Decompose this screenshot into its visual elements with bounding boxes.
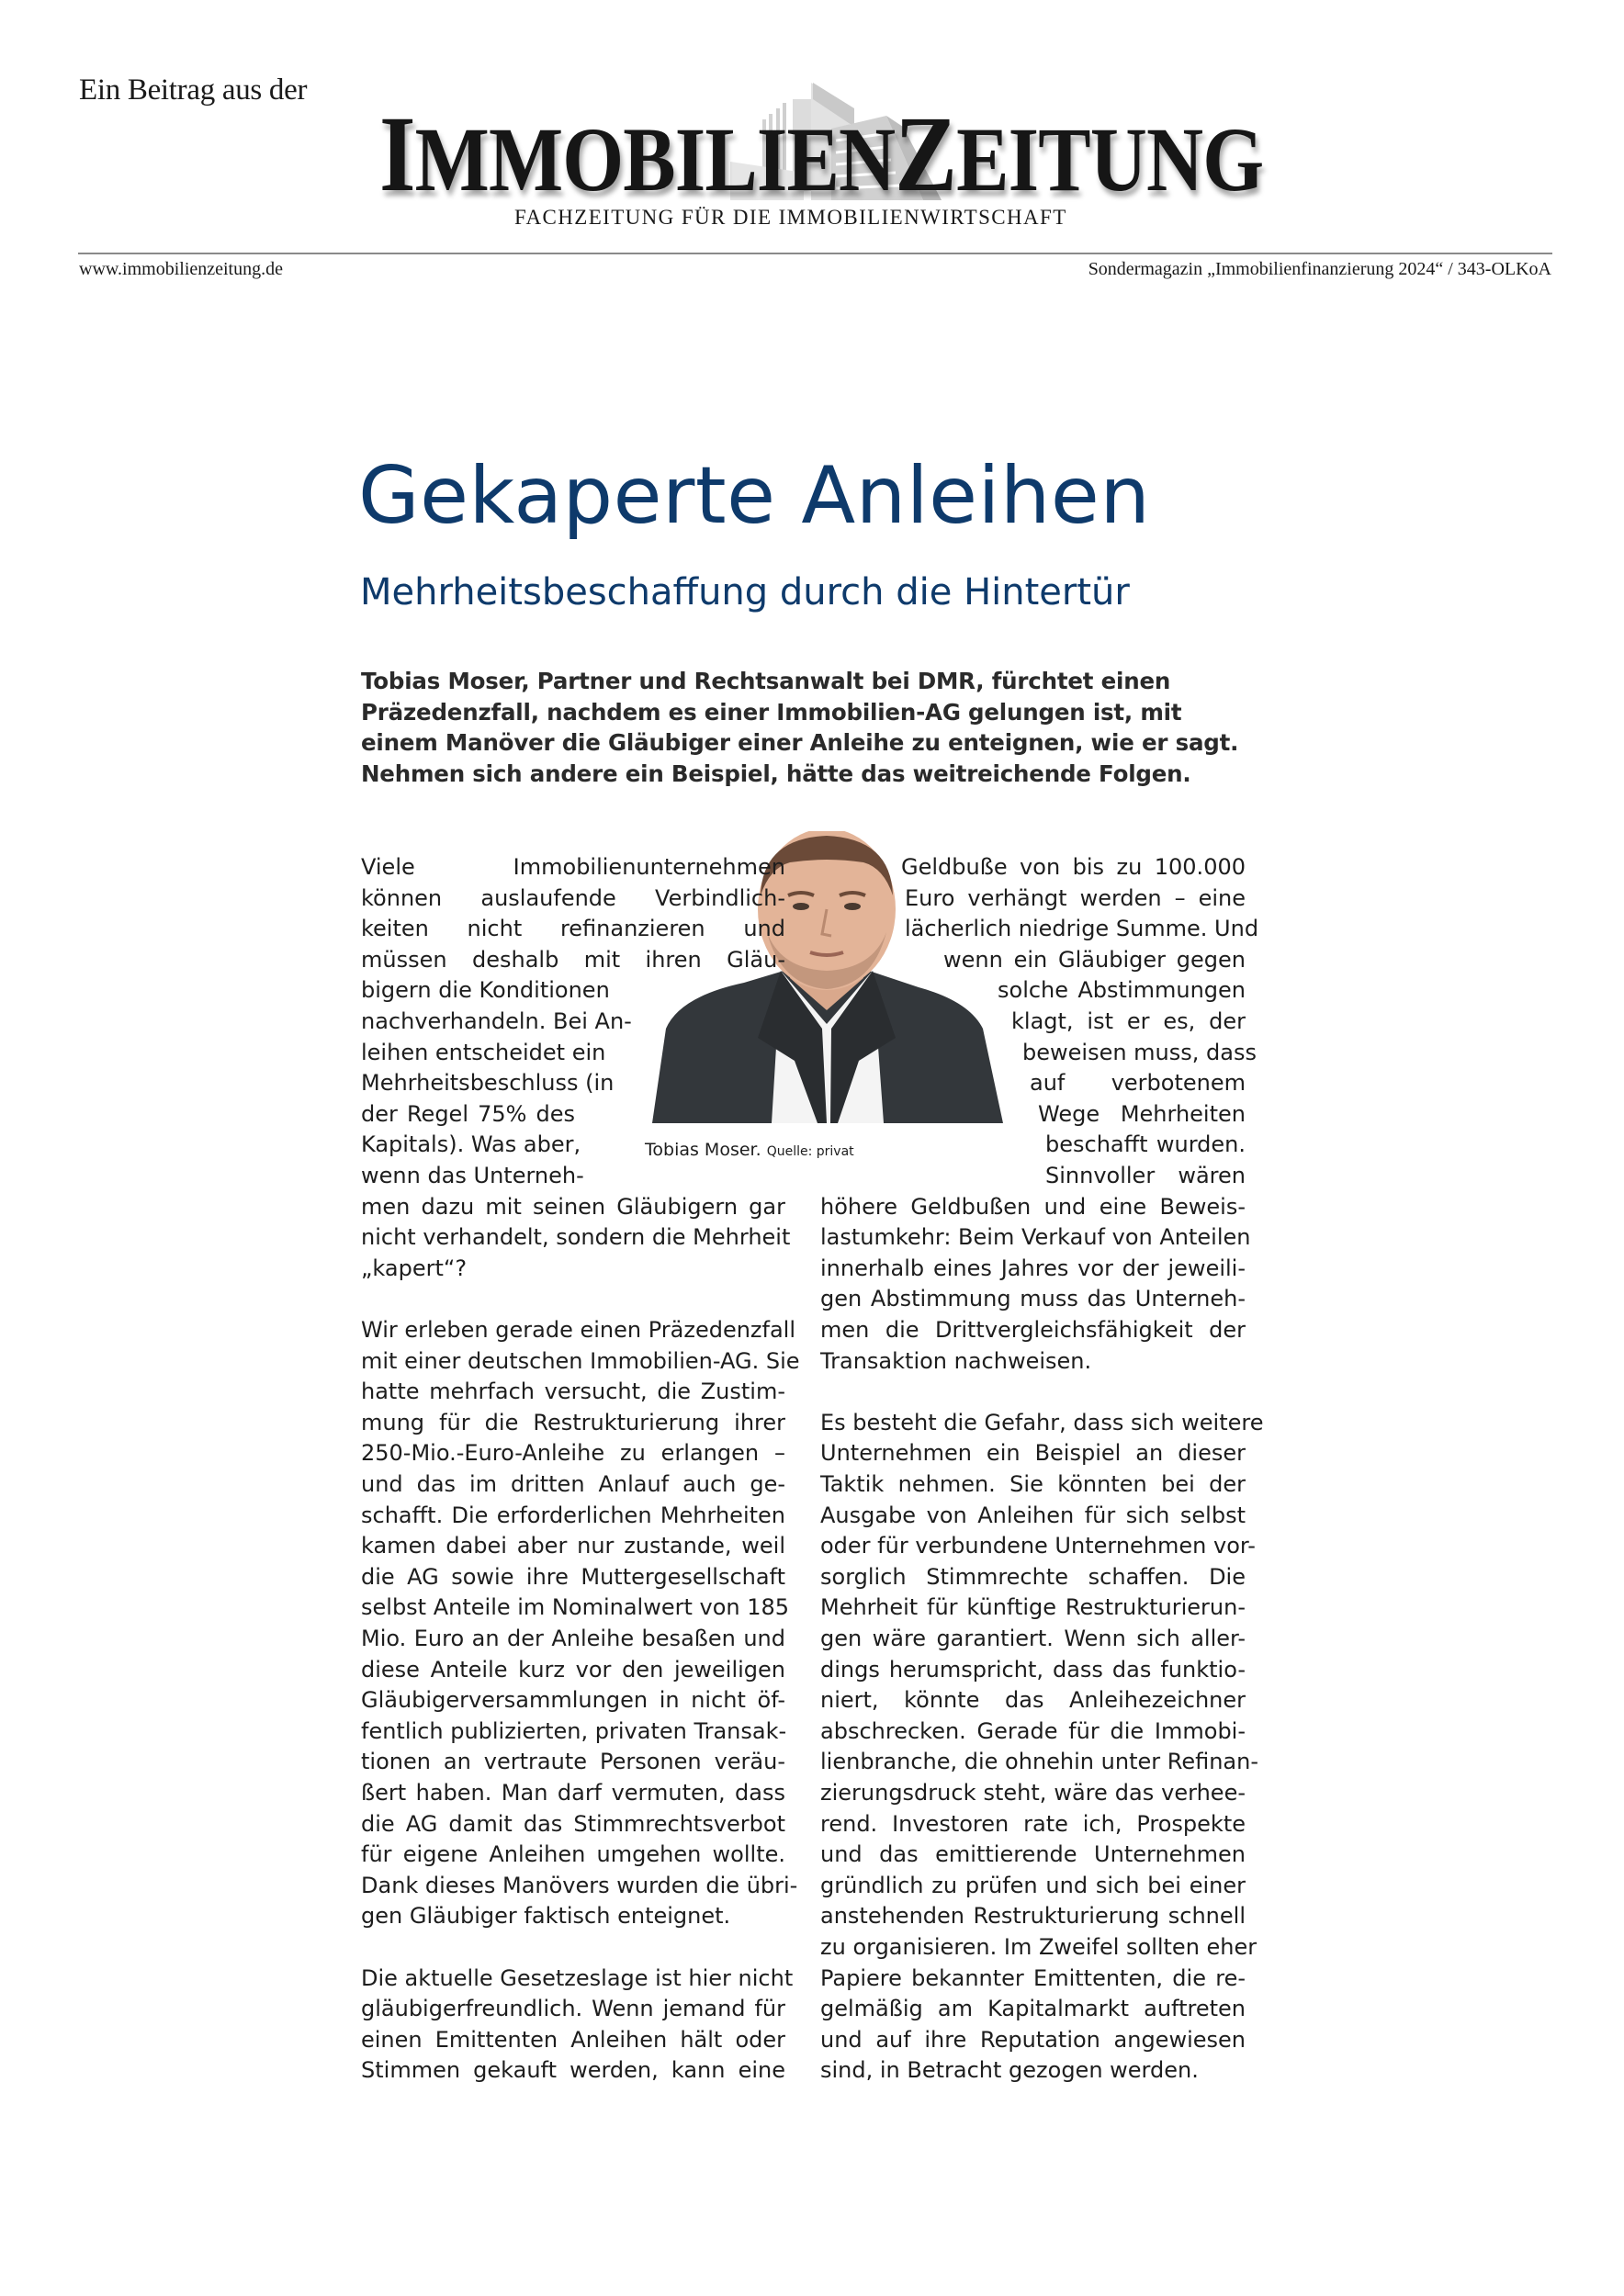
body-line: Ausgabe von Anleihen für sich selbst — [820, 1502, 1246, 1528]
article-subheadline: Mehrheitsbeschaffung durch die Hintertür — [360, 571, 1130, 613]
body-line: und auf ihre Reputation angewiesen — [820, 2026, 1246, 2053]
lead-line: einem Manöver die Gläubiger einer Anleihe zu enteignen, wie er sagt. — [361, 729, 1239, 756]
body-line: höhere Geldbußen und eine Beweis- — [820, 1193, 1246, 1220]
body-line: Transaktion nachweisen. — [820, 1347, 1092, 1374]
body-line: anstehenden Restrukturierung schnell — [820, 1903, 1246, 1930]
body-line: „kapert“? — [361, 1255, 468, 1281]
body-line: men dazu mit seinen Gläubigern gar — [361, 1193, 785, 1220]
site-url-link[interactable]: www.immobilienzeitung.de — [79, 259, 283, 279]
logo-wordmark: IMMOBILIENZEITUNG — [379, 94, 1264, 214]
issue-reference: Sondermagazin „Immobilienfinanzierung 2024“ / 343-OLKoA — [1088, 259, 1551, 279]
caption-name: Tobias Moser. — [645, 1140, 761, 1160]
body-line: Es besteht die Gefahr, dass sich weitere — [820, 1409, 1264, 1435]
body-line: oder für verbundene Unternehmen vor- — [820, 1533, 1256, 1559]
body-line: Sinnvoller wären — [1045, 1163, 1246, 1188]
body-line: keiten nicht refinanzieren und — [361, 916, 785, 942]
body-line: diese Anteile kurz vor den jeweiligen — [361, 1656, 785, 1683]
photo-caption — [645, 1139, 854, 1163]
body-line: nicht verhandelt, sondern die Mehrheit — [361, 1224, 791, 1251]
caption-source: Quelle: privat — [766, 1144, 854, 1159]
body-line: mung für die Restrukturierung ihrer — [361, 1409, 785, 1435]
body-line: 250-Mio.-Euro-Anleihe zu erlangen – — [361, 1440, 785, 1467]
body-line: rend. Investoren rate ich, Prospekte — [820, 1810, 1246, 1837]
body-line: selbst Anteile im Nominalwert von 185 — [361, 1594, 790, 1621]
body-line: Wir erleben gerade einen Präzedenzfall — [361, 1317, 796, 1343]
body-line: beweisen muss, dass — [1022, 1039, 1257, 1065]
body-line: Mehrheitsbeschluss (in — [361, 1070, 615, 1097]
lead-line: Tobias Moser, Partner und Rechtsanwalt bei DMR, fürchtet einen — [361, 668, 1171, 694]
intro-label: Ein Beitrag aus der — [79, 73, 308, 107]
body-line: dings herumspricht, dass das funktio- — [820, 1656, 1246, 1683]
body-line: abschrecken. Gerade für die Immobi- — [820, 1717, 1246, 1744]
body-line: fentlich publizierten, privaten Transak- — [361, 1717, 787, 1744]
body-line: auf verbotenem — [1030, 1070, 1246, 1097]
body-line: gen Abstimmung muss das Unterneh- — [820, 1286, 1246, 1312]
body-line: zierungsdruck steht, wäre das verhee- — [820, 1780, 1246, 1806]
body-line: Mehrheit für künftige Restrukturierun- — [820, 1594, 1246, 1621]
body-line: Geldbuße von bis zu 100.000 — [901, 854, 1246, 880]
body-line: innerhalb eines Jahres vor der jeweili- — [820, 1255, 1246, 1281]
body-line: der Regel 75% des — [361, 1100, 575, 1127]
body-line: mit einer deutschen Immobilien-AG. Sie — [361, 1347, 800, 1374]
body-line: und das emittierende Unternehmen — [820, 1841, 1246, 1868]
body-line — [361, 1284, 785, 1315]
body-line: Wege Mehrheiten — [1038, 1100, 1246, 1127]
body-line: bigern die Konditionen — [361, 977, 610, 1004]
body-line: gen Gläubiger faktisch enteignet. — [361, 1903, 731, 1930]
body-line: lastumkehr: Beim Verkauf von Anteilen — [820, 1224, 1251, 1251]
body-line: lienbranche, die ohnehin unter Refinan- — [820, 1749, 1259, 1775]
body-line: Viele Immobilienunternehmen — [361, 854, 785, 880]
body-line: und das im dritten Anlauf auch ge- — [361, 1471, 785, 1497]
body-line: können auslaufende Verbindlich- — [361, 884, 785, 911]
body-line: wenn ein Gläubiger gegen — [943, 946, 1246, 973]
body-line: die AG damit das Stimmrechtsverbot — [361, 1810, 785, 1837]
body-line: kamen dabei aber nur zustande, weil — [361, 1533, 785, 1559]
body-line: gründlich zu prüfen und sich bei einer — [820, 1872, 1246, 1898]
body-line — [820, 1377, 1246, 1408]
body-line: Unternehmen ein Beispiel an dieser — [820, 1440, 1246, 1467]
header-divider — [78, 253, 1552, 254]
body-line: Dank dieses Manövers wurden die übri- — [361, 1872, 798, 1898]
body-line: klagt, ist er es, der — [1011, 1008, 1246, 1034]
body-line: gläubigerfreundlich. Wenn jemand für — [361, 1996, 785, 2022]
body-line: Euro verhängt werden – eine — [905, 884, 1246, 911]
lead-line: Präzedenzfall, nachdem es einer Immobilien-AG gelungen ist, mit — [361, 698, 1182, 726]
body-line: müssen deshalb mit ihren Gläu- — [361, 946, 785, 973]
body-line: solche Abstimmungen — [998, 977, 1246, 1004]
body-line: nachverhandeln. Bei An- — [361, 1008, 632, 1034]
body-line: einen Emittenten Anleihen hält oder — [361, 2026, 785, 2053]
lead-line: Nehmen sich andere ein Beispiel, hätte das weitreichende Folgen. — [361, 760, 1191, 787]
body-line: Stimmen gekauft werden, kann eine — [361, 2057, 785, 2084]
body-line: leihen entscheidet ein — [361, 1039, 606, 1065]
body-line: tionen an vertraute Personen veräu- — [361, 1749, 785, 1775]
body-line: wenn das Unterneh- — [361, 1163, 584, 1188]
logo-tagline: FACHZEITUNG FÜR DIE IMMOBILIENWIRTSCHAFT — [514, 206, 1067, 229]
body-line: Die aktuelle Gesetzeslage ist hier nicht — [361, 1964, 794, 1991]
body-line: hatte mehrfach versucht, die Zustim- — [361, 1379, 785, 1405]
body-line: Mio. Euro an der Anleihe besaßen und — [361, 1626, 785, 1651]
body-line — [361, 1932, 785, 1964]
body-line: lächerlich niedrige Summe. Und — [905, 916, 1259, 942]
body-line: gen wäre garantiert. Wenn sich aller- — [820, 1626, 1246, 1651]
body-line: gelmäßig am Kapitalmarkt auftreten — [820, 1996, 1246, 2022]
body-line: Taktik nehmen. Sie könnten bei der — [820, 1471, 1246, 1497]
body-line: beschafft wurden. — [1045, 1131, 1246, 1158]
body-line: die AG sowie ihre Muttergesellschaft — [361, 1563, 785, 1590]
article-headline: Gekaperte Anleihen — [358, 450, 1151, 542]
body-line: men die Drittvergleichsfähigkeit der — [820, 1317, 1246, 1343]
body-line: sind, in Betracht gezogen werden. — [820, 2057, 1199, 2084]
body-line: schafft. Die erforderlichen Mehrheiten — [361, 1502, 785, 1528]
body-line: ßert haben. Man darf vermuten, dass — [361, 1780, 785, 1806]
body-line: Gläubigerversammlungen in nicht öf- — [361, 1687, 785, 1714]
body-line: Papiere bekannter Emittenten, die re- — [820, 1964, 1246, 1991]
body-line: niert, könnte das Anleihezeichner — [820, 1687, 1246, 1714]
article-lead — [361, 666, 1239, 789]
body-line: für eigene Anleihen umgehen wollte. — [361, 1841, 785, 1868]
body-line: sorglich Stimmrechte schaffen. Die — [820, 1563, 1246, 1590]
body-line: Kapitals). Was aber, — [361, 1131, 581, 1158]
body-line: zu organisieren. Im Zweifel sollten eher — [820, 1934, 1257, 1960]
